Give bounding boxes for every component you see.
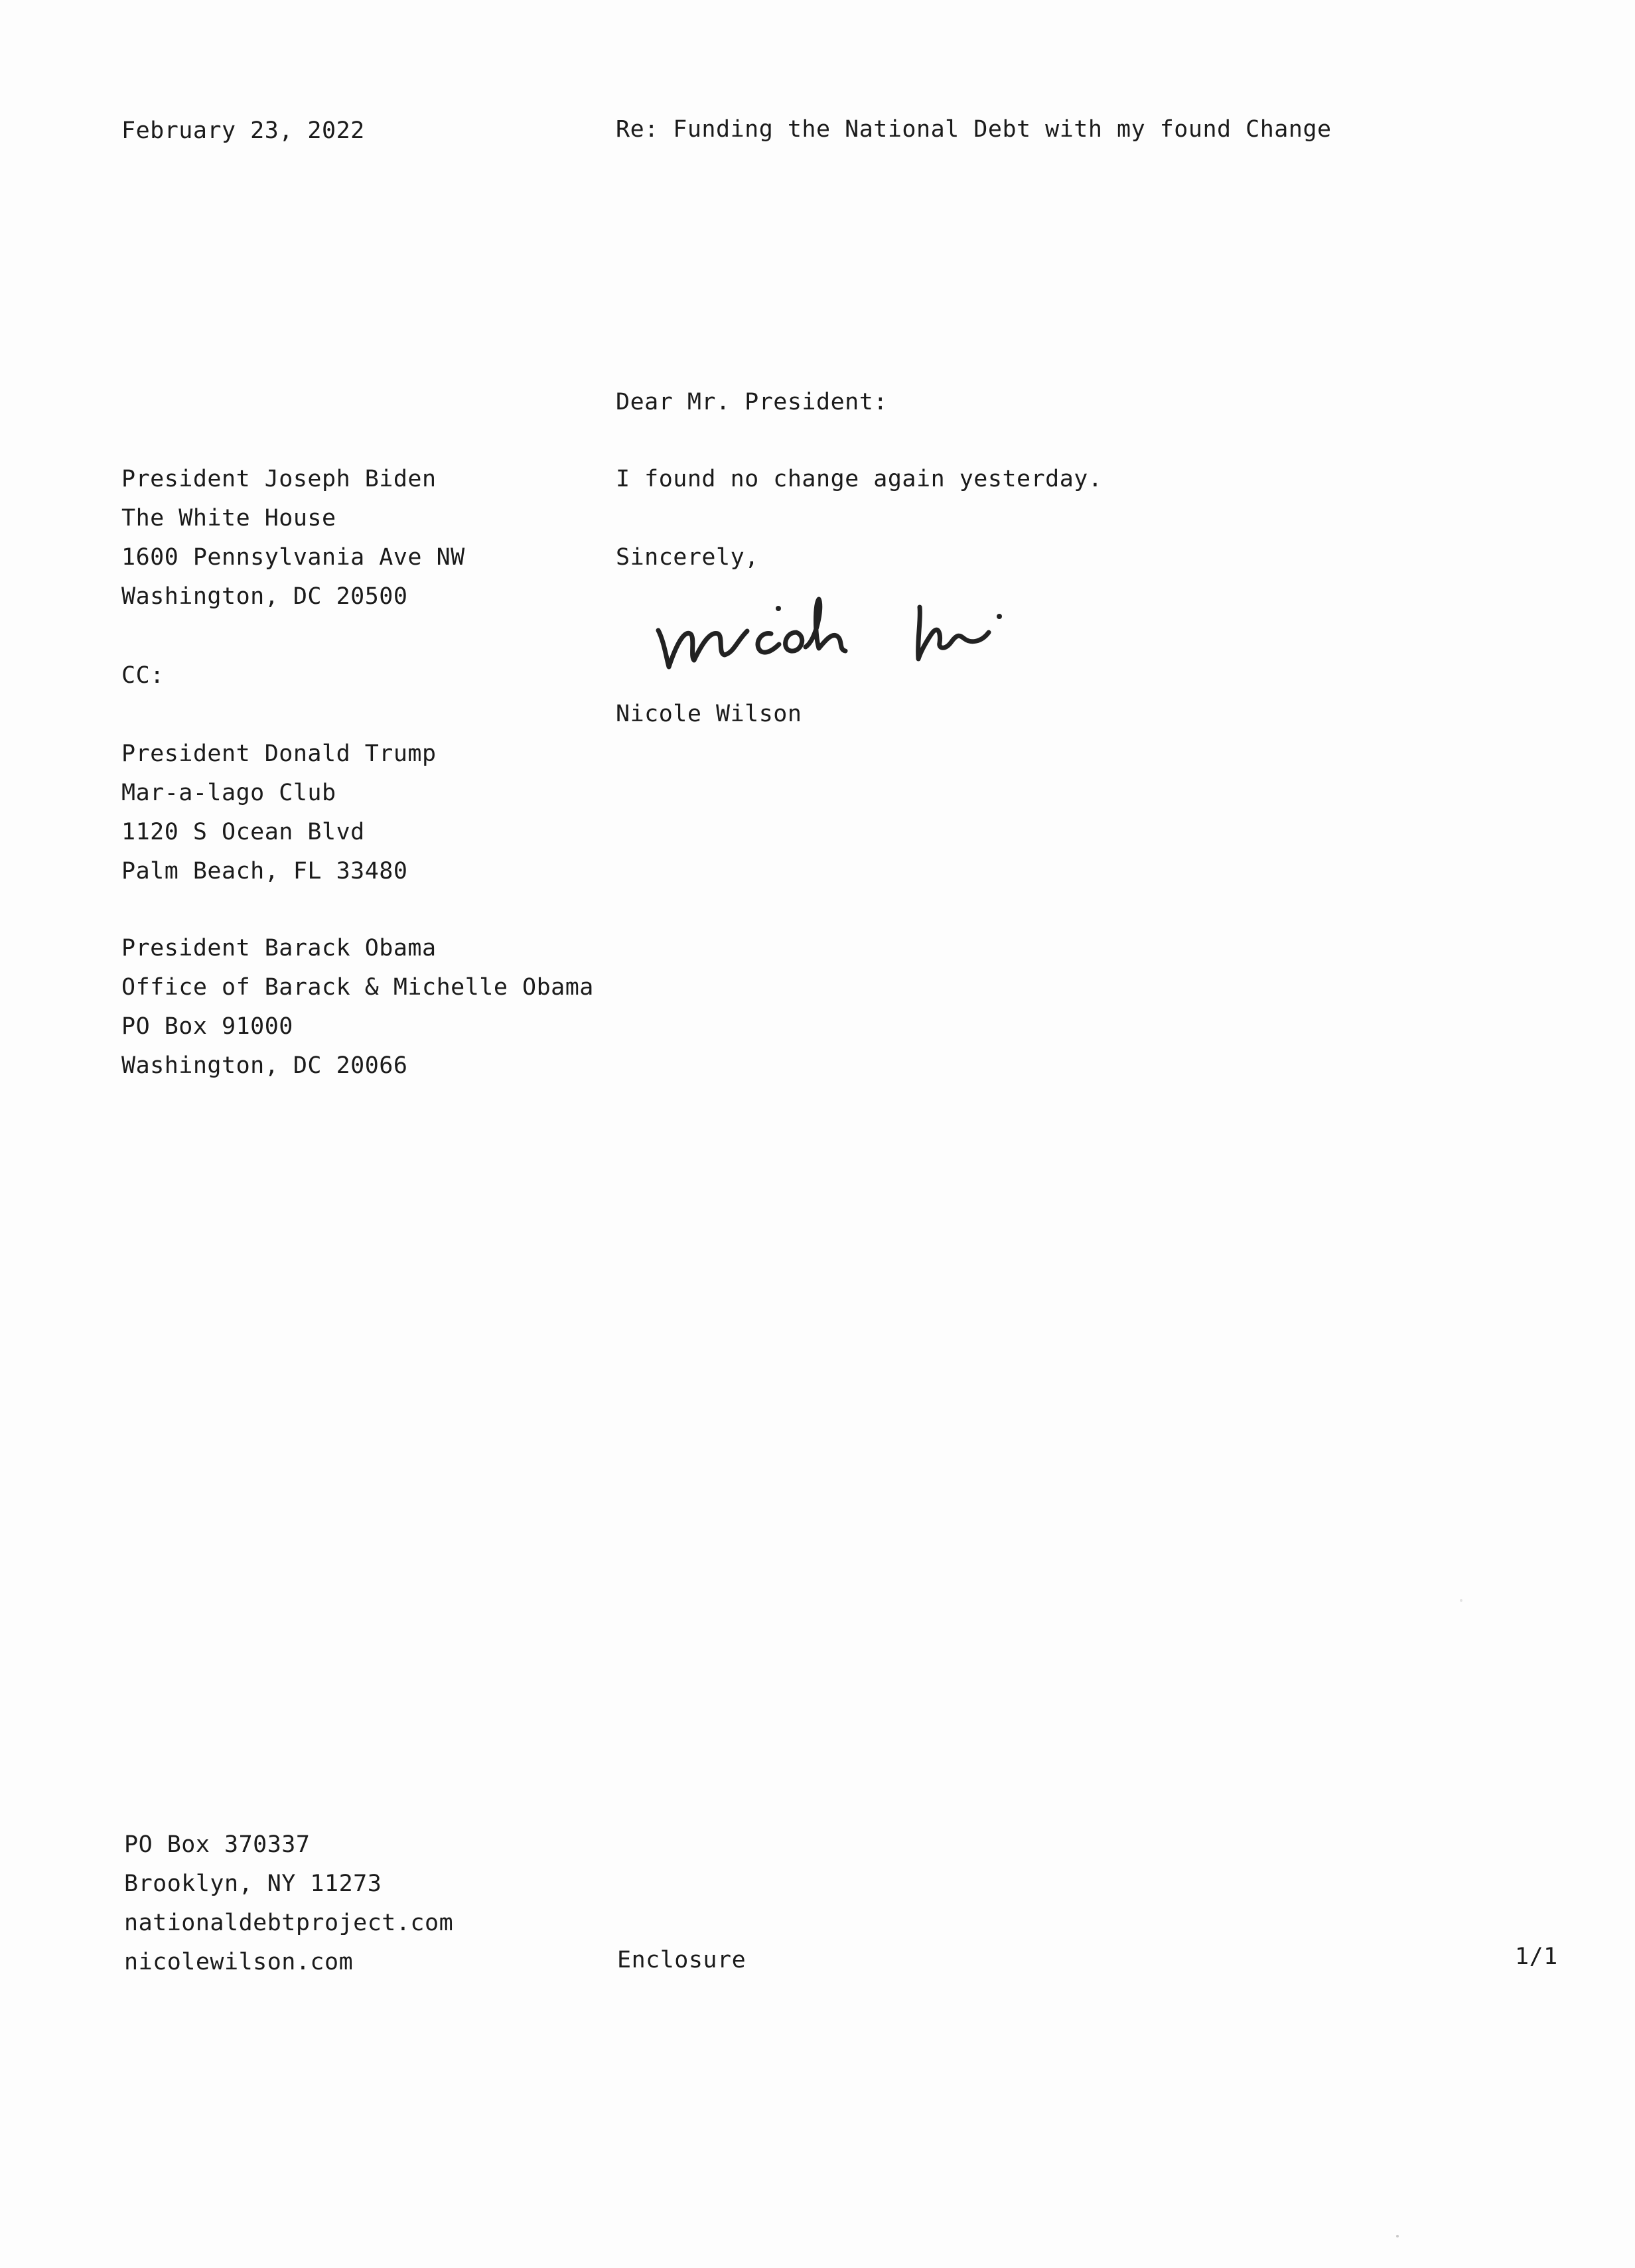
recipient-address-line: The White House (121, 505, 336, 532)
cc-label: CC: (121, 662, 165, 689)
recipient-address (121, 460, 465, 616)
recipient-address-line: 1600 Pennsylvania Ave NW (121, 544, 465, 571)
letter-subject: Re: Funding the National Debt with my found Change (616, 116, 1332, 143)
scan-speck (1460, 1599, 1462, 1602)
cc-address-block (121, 735, 437, 891)
cc-address-line: 1120 S Ocean Blvd (121, 819, 365, 845)
salutation: Dear Mr. President: (616, 389, 888, 415)
cc-address-line: President Barack Obama (121, 935, 437, 961)
cc-address-block (121, 929, 594, 1086)
page-number: 1/1 (1515, 1944, 1558, 1970)
handwritten-signature (649, 567, 1034, 683)
signatory-name: Nicole Wilson (616, 701, 802, 727)
sender-address-line: Brooklyn, NY 11273 (124, 1871, 382, 1897)
letter-date: February 23, 2022 (121, 117, 365, 144)
sender-address-line: nicolewilson.com (124, 1949, 354, 1975)
recipient-address-line: Washington, DC 20500 (121, 583, 408, 610)
cc-address-line: Palm Beach, FL 33480 (121, 858, 408, 885)
letter-body: I found no change again yesterday. (616, 466, 1103, 492)
letter-closing: Sincerely, (616, 544, 759, 571)
sender-address-line: PO Box 370337 (124, 1831, 311, 1858)
cc-address-line: PO Box 91000 (121, 1013, 293, 1040)
cc-address-line: President Donald Trump (121, 741, 437, 767)
sender-address (124, 1825, 453, 1982)
cc-address-line: Mar-a-lago Club (121, 780, 336, 806)
cc-address-line: Washington, DC 20066 (121, 1052, 408, 1079)
recipient-address-line: President Joseph Biden (121, 466, 437, 492)
cc-address-line: Office of Barack & Michelle Obama (121, 974, 594, 1001)
sender-address-line: nationaldebtproject.com (124, 1910, 454, 1936)
scan-speck (1396, 2235, 1399, 2237)
enclosure-note: Enclosure (617, 1947, 746, 1973)
